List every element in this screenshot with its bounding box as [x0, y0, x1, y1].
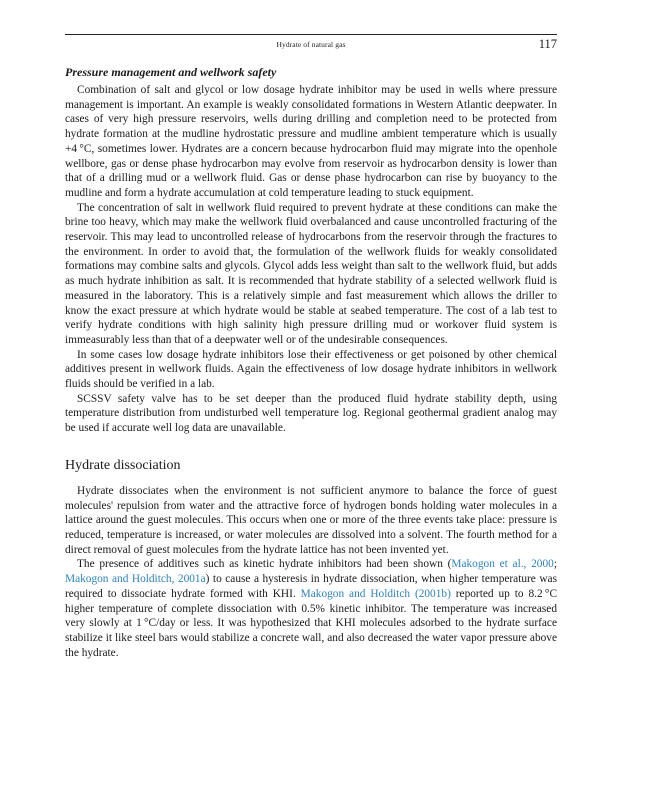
running-title: Hydrate of natural gas: [276, 40, 346, 49]
citation-link[interactable]: Makogon and Holditch (2001b): [300, 587, 451, 600]
section-heading-hydrate-dissociation: Hydrate dissociation: [65, 457, 181, 473]
text-segment: ) to cause a hysteresis in hydrate dissociation, when higher temperature was required to dissociate hydrate formed with KHI.: [65, 573, 557, 600]
paragraph: SCSSV safety valve has to be set deeper than the produced fluid hydrate stability depth, using temperature distribution from undisturbed well temperature log. Regional geothermal gradient analog may be used if accurate well log data are unavailable.: [65, 392, 557, 435]
text-segment: reported up to 8.2 °C higher temperature of complete dissociation with 0.5% kinetic inhibitor. The temperature was increased very slowly at 1 °C/day or less. It was hypothesized that KHI molecules adsorbed to the hydrate surface stabilize it like steel bars would stabilize a concrete wall, and also decreased the water vapor pressure above the hydrate.: [65, 587, 558, 659]
text-segment: The presence of additives such as kinetic hydrate inhibitors had been shown (: [77, 558, 452, 571]
paragraph: Combination of salt and glycol or low dosage hydrate inhibitor may be used in wells where pressure management is important. An example is weakly consolidated formations in Western Atlantic deepwater. In cases of very high pressure reservoirs, wells during drilling and completion need to be protected from hydrate formation at the mudline hydrostatic pressure and mudline ambient temperature which is usually +4 °C, sometimes lower. Hydrates are a concern because hydrocarbon fluid may migrate into the openhole wellbore, gas or dense phase hydrocarbon may evolve from reservoir as hydrocarbon density is lower than that of a drilling mud or a wellwork fluid. Gas or dense phase hydrocarbon can rise by buoyancy to the mudline and form a hydrate accumulation at cold temperature leading to stuck equipment.: [65, 84, 557, 199]
paragraph: Hydrate dissociates when the environment is not sufficient anymore to balance the force of guest molecules' repulsion from water and the attractive force of hydrogen bonds holding water molecules in a lattice around the guest molecules. This occurs when one or more of the three events take place: pressure is reduced, temperature is increased, or water molecules are dissolved into a solvent. The fourth method for a direct removal of guest molecules from the hydrate lattice has not been invented yet.: [65, 484, 557, 556]
paragraph: The concentration of salt in wellwork fluid required to prevent hydrate at these conditions can make the brine too heavy, which may make the wellwork fluid overbalanced and cause uncontrolled fracturing of the reservoir. This may lead to uncontrolled release of hydrocarbons from the reservoir through the fractures to the environment. In order to avoid that, the formulation of the wellwork fluids for weakly consolidated formations may combine salts and glycols. Glycol adds less weight than salt to the wellwork fluid, but adds as much hydrate inhibition as salt. It is recommended that hydrate stability of a selected wellwork fluid is measured in the laboratory. This is a relatively simple and fast measurement which allows the driller to know the exact pressure at which hydrate would be stable at seabed temperature. The cost of a lab test to verify hydrate conditions with high salinity high pressure drilling mud or workover fluid system is immeasurably less than that of a deepwater well or of the undesirable consequences.: [65, 201, 557, 346]
paragraph: In some cases low dosage hydrate inhibitors lose their effectiveness or get poisoned by other chemical additives present in wellwork fluids. Again the effectiveness of low dosage hydrate inhibitors in wellwork fluids should be verified in a lab.: [65, 348, 557, 391]
page-number: 117: [538, 37, 557, 51]
citation-link[interactable]: Makogon and Holditch, 2001a: [65, 573, 206, 586]
section-heading-pressure-management: Pressure management and wellwork safety: [65, 65, 277, 79]
citation-link[interactable]: Makogon et al., 2000: [451, 558, 554, 571]
paragraph-with-citations: [65, 557, 557, 660]
book-page: [65, 34, 557, 660]
running-header: [65, 35, 557, 55]
text-segment: ;: [553, 558, 557, 571]
